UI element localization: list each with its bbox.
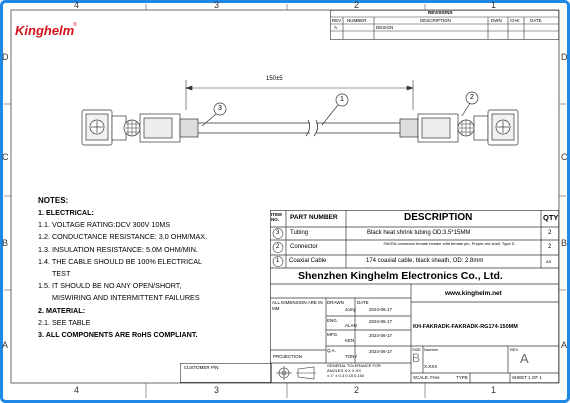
balloon-2: 2 xyxy=(470,94,474,101)
number-value: X.XXX xyxy=(424,364,438,369)
tolerance-line-2: ANGLES X.X X.XX xyxy=(327,368,362,373)
bom-row-2-item: 2 xyxy=(276,244,280,250)
cable-assembly-drawing xyxy=(60,70,520,165)
zone-col-1-top: 1 xyxy=(491,0,497,10)
qa-date: 2024-06-17 xyxy=(369,349,393,354)
tolerance-line-3: ± 1° ± 0.3 0.15 0.150 xyxy=(327,373,365,378)
date-label: DATE xyxy=(357,300,369,305)
zone-row-b-left: B xyxy=(2,238,9,248)
revisions-title: REVISIONS xyxy=(428,10,453,15)
note-1-4: 1.4. THE CABLE SHOULD BE 100% ELECTRICAL xyxy=(38,256,203,266)
number-col-header: NUMBER xyxy=(347,18,367,23)
note-1-4-cont: TEST xyxy=(52,269,71,279)
bom-row-1-qty: AS xyxy=(546,259,552,264)
bom-part-header: PART NUMBER xyxy=(290,214,338,221)
bom-item-header: ITEM NO. xyxy=(271,212,282,222)
projection-symbol xyxy=(276,366,316,380)
eng-label: ENG. xyxy=(327,318,339,323)
bom-row-3-qty: 2 xyxy=(548,230,552,236)
notes-title: NOTES: xyxy=(38,196,69,205)
zone-col-2-top: 2 xyxy=(354,0,360,10)
drawn-date: 2024-06-17 xyxy=(369,307,393,312)
note-2: 2. MATERIAL: xyxy=(38,305,85,315)
zone-col-2-bottom: 2 xyxy=(354,385,360,395)
zone-col-4-top: 4 xyxy=(74,0,80,10)
dimension-note: ALL DIMENSION ARE IN MM xyxy=(272,300,323,311)
bom-row-3-desc: Black heat shrink tubing OD:3.5*15MM xyxy=(367,230,471,236)
zone-col-4-bottom: 4 xyxy=(74,385,80,395)
drawn-label: DRAWN xyxy=(327,300,344,305)
length-dimension: 150±5 xyxy=(266,76,283,82)
mfg-name: KEN xyxy=(345,338,355,343)
company-name: Shenzhen Kinghelm Electronics Co., Ltd. xyxy=(298,270,503,282)
bom-row-3-part: Tubing xyxy=(290,230,309,236)
zone-col-1-bottom: 1 xyxy=(491,385,497,395)
bom-row-2-qty: 2 xyxy=(548,244,552,250)
note-1-1: 1.1. VOLTAGE RATING:DCV 300V 10MS xyxy=(38,220,171,230)
zone-row-c-right: C xyxy=(561,152,568,162)
balloon-3: 3 xyxy=(218,105,222,112)
notes-block xyxy=(38,196,207,341)
projection-label: PROJECTION xyxy=(273,354,303,359)
drawn-name: Jomy xyxy=(345,307,356,312)
type-label: TYPE xyxy=(456,375,468,380)
note-2-1: 2.1. SEE TABLE xyxy=(38,317,91,327)
eng-date: 2024-06-17 xyxy=(369,319,393,324)
note-1-3: 1.3. INSULATION RESISTANCE: 5.0M OHM/MIN. xyxy=(38,244,198,254)
note-3: 3. ALL COMPONENTS ARE RoHS COMPLIANT. xyxy=(38,330,198,340)
sheet-value: SHEET 1 OF 1 xyxy=(512,375,542,380)
bom-row-2-desc: FAKRA connector female header with female pin, Purple-red shell, Type D xyxy=(383,241,515,246)
rev-value: A xyxy=(520,351,529,366)
scale-value: SCALE: Free xyxy=(413,375,440,380)
zone-col-3-top: 3 xyxy=(214,0,220,10)
zone-row-d-left: D xyxy=(2,52,9,62)
chk-col-header: CHK xyxy=(510,18,520,23)
zone-row-d-right: D xyxy=(561,52,568,62)
bom-row-1-desc: 174 coaxial cable, black sheath, OD: 2.8mm xyxy=(366,258,484,264)
eng-name: ALAN xyxy=(345,323,357,328)
registered-mark: ® xyxy=(73,22,77,28)
company-website: www.kinghelm.net xyxy=(445,290,502,297)
zone-row-b-right: B xyxy=(561,238,568,248)
mfg-date: 2024-06-17 xyxy=(369,333,393,338)
note-1-5-cont: MISWIRING AND INTERMITTENT FAILURES xyxy=(52,293,200,303)
customer-pn-label: CUSTOMER P/N: xyxy=(184,365,220,370)
zone-col-3-bottom: 3 xyxy=(214,385,220,395)
bom-row-2-part: Connector xyxy=(290,244,318,250)
part-number: KH-FAKRADK-FAKRADK-RG174-150MM xyxy=(413,324,518,330)
note-1: 1. ELECTRICAL: xyxy=(38,208,94,217)
mfg-label: MFG. xyxy=(327,332,339,337)
note-1-2: 1.2. CONDUCTANCE RESISTANCE: 3.0 OHM/MAX. xyxy=(38,232,208,242)
tolerance-line-1: GENERAL TOLERANCE FOR xyxy=(327,363,381,368)
zone-row-c-left: C xyxy=(2,152,9,162)
dwn-col-header: DWN xyxy=(491,18,502,23)
balloon-1: 1 xyxy=(340,96,344,103)
kinghelm-logo: Kinghelm xyxy=(15,23,75,38)
bom-row-1-item: 1 xyxy=(276,258,280,264)
size-label: SIZE xyxy=(412,347,421,352)
date-col-header: DATE xyxy=(530,18,542,23)
qa-name: TONY xyxy=(345,354,358,359)
zone-row-a-left: A xyxy=(2,340,9,350)
bom-row-3-item: 3 xyxy=(276,230,280,236)
rev-col-header: REV xyxy=(332,18,342,23)
bom-qty-header: QTY xyxy=(543,213,559,222)
rev-label: REV xyxy=(510,347,519,352)
bom-row-1-part: Coaxial Cable xyxy=(289,258,327,264)
qa-label: Q.A. xyxy=(327,348,337,353)
note-1-5: 1.5. IT SHOULD BE NO ANY OPEN/SHORT, xyxy=(38,281,182,291)
number-label: Number xyxy=(424,347,439,352)
zone-row-a-right: A xyxy=(561,340,568,350)
description-col-header: DESCRIPTION xyxy=(420,18,451,23)
revision-rev: A xyxy=(334,25,338,30)
right-fakra-connector xyxy=(400,110,518,145)
size-value: B xyxy=(412,351,421,365)
revision-description: DESIGN xyxy=(376,25,394,30)
bom-description-header: DESCRIPTION xyxy=(404,212,473,223)
left-fakra-connector xyxy=(82,110,198,145)
